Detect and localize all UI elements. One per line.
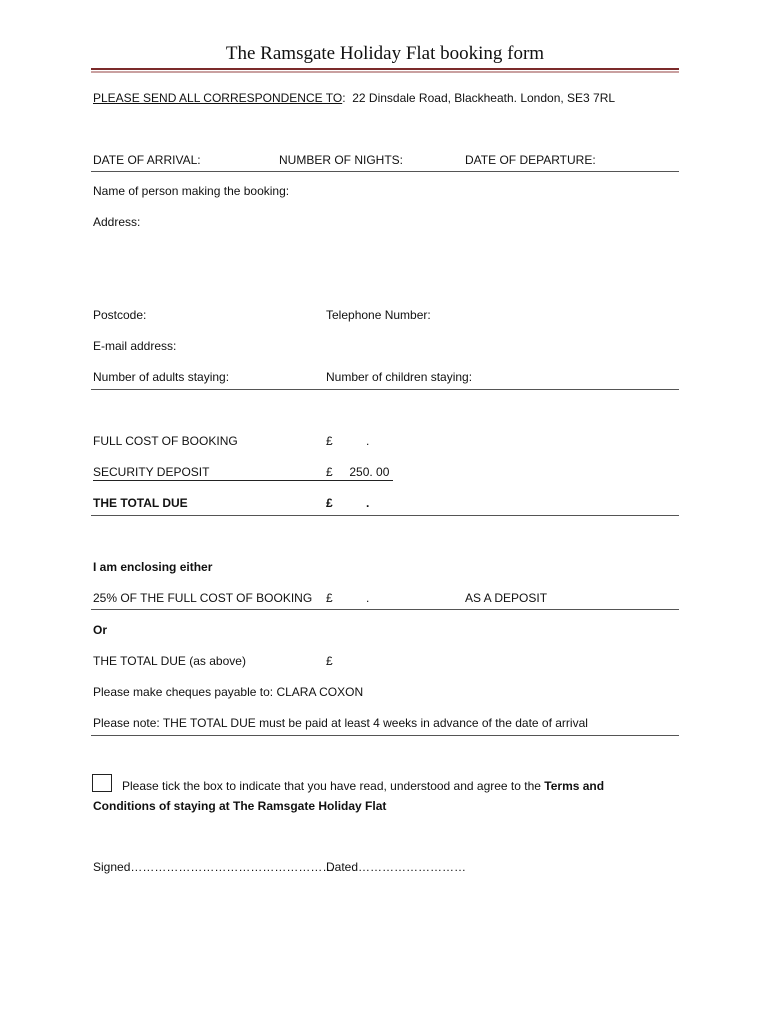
full-cost-value: £ .: [326, 434, 370, 448]
total-due-label: THE TOTAL DUE: [93, 496, 188, 510]
address-label: Address:: [93, 215, 141, 229]
enclosing-heading: I am enclosing either: [93, 560, 213, 574]
email-label: E-mail address:: [93, 339, 177, 353]
telephone-label: Telephone Number:: [326, 308, 431, 322]
terms-text-line-1: [122, 779, 604, 793]
section-divider: [91, 515, 679, 516]
terms-checkbox[interactable]: [92, 774, 112, 792]
dated-field[interactable]: Dated………………………: [326, 860, 467, 874]
deposit-label: SECURITY DEPOSIT: [93, 465, 210, 479]
payment-deadline-note: Please note: THE TOTAL DUE must be paid at least 4 weeks in advance of the date of arrival: [93, 716, 588, 730]
full-cost-label: FULL COST OF BOOKING: [93, 434, 238, 448]
title-divider: [91, 68, 679, 70]
section-divider: [91, 735, 679, 736]
section-divider: [91, 389, 679, 390]
terms-link-part-1: Terms and: [544, 779, 605, 793]
total-as-above-label: THE TOTAL DUE (as above): [93, 654, 246, 668]
correspondence-address: 22 Dinsdale Road, Blackheath. London, SE3 7RL: [352, 91, 616, 105]
signed-field[interactable]: Signed……………………………………………: [93, 860, 335, 874]
terms-link-part-2: Conditions of staying at The Ramsgate Holiday Flat: [93, 799, 387, 813]
total-as-above-value: £: [326, 654, 333, 668]
percent-deposit-value: £ .: [326, 591, 370, 605]
title-divider-shadow: [91, 71, 679, 73]
correspondence-line: [93, 91, 615, 105]
section-divider: [91, 609, 679, 610]
terms-text: Please tick the box to indicate that you have read, understood and agree to the: [122, 779, 545, 793]
children-label: Number of children staying:: [326, 370, 473, 384]
page-title: The Ramsgate Holiday Flat booking form: [225, 43, 545, 64]
deposit-value: £ 250. 00: [326, 465, 390, 479]
nights-label: NUMBER OF NIGHTS:: [279, 153, 404, 167]
total-due-value: £ .: [326, 496, 370, 510]
or-label: Or: [93, 623, 108, 637]
as-deposit-label: AS A DEPOSIT: [465, 591, 548, 605]
percent-deposit-label: 25% OF THE FULL COST OF BOOKING: [93, 591, 313, 605]
booker-name-label: Name of person making the booking:: [93, 184, 290, 198]
arrival-date-label: DATE OF ARRIVAL:: [93, 153, 201, 167]
section-divider: [91, 171, 679, 172]
correspondence-colon: :: [342, 91, 346, 105]
cheques-note: Please make cheques payable to: CLARA COXON: [93, 685, 364, 699]
correspondence-label: PLEASE SEND ALL CORRESPONDENCE TO: [93, 91, 343, 105]
departure-date-label: DATE OF DEPARTURE:: [465, 153, 596, 167]
adults-label: Number of adults staying:: [93, 370, 230, 384]
postcode-label: Postcode:: [93, 308, 147, 322]
